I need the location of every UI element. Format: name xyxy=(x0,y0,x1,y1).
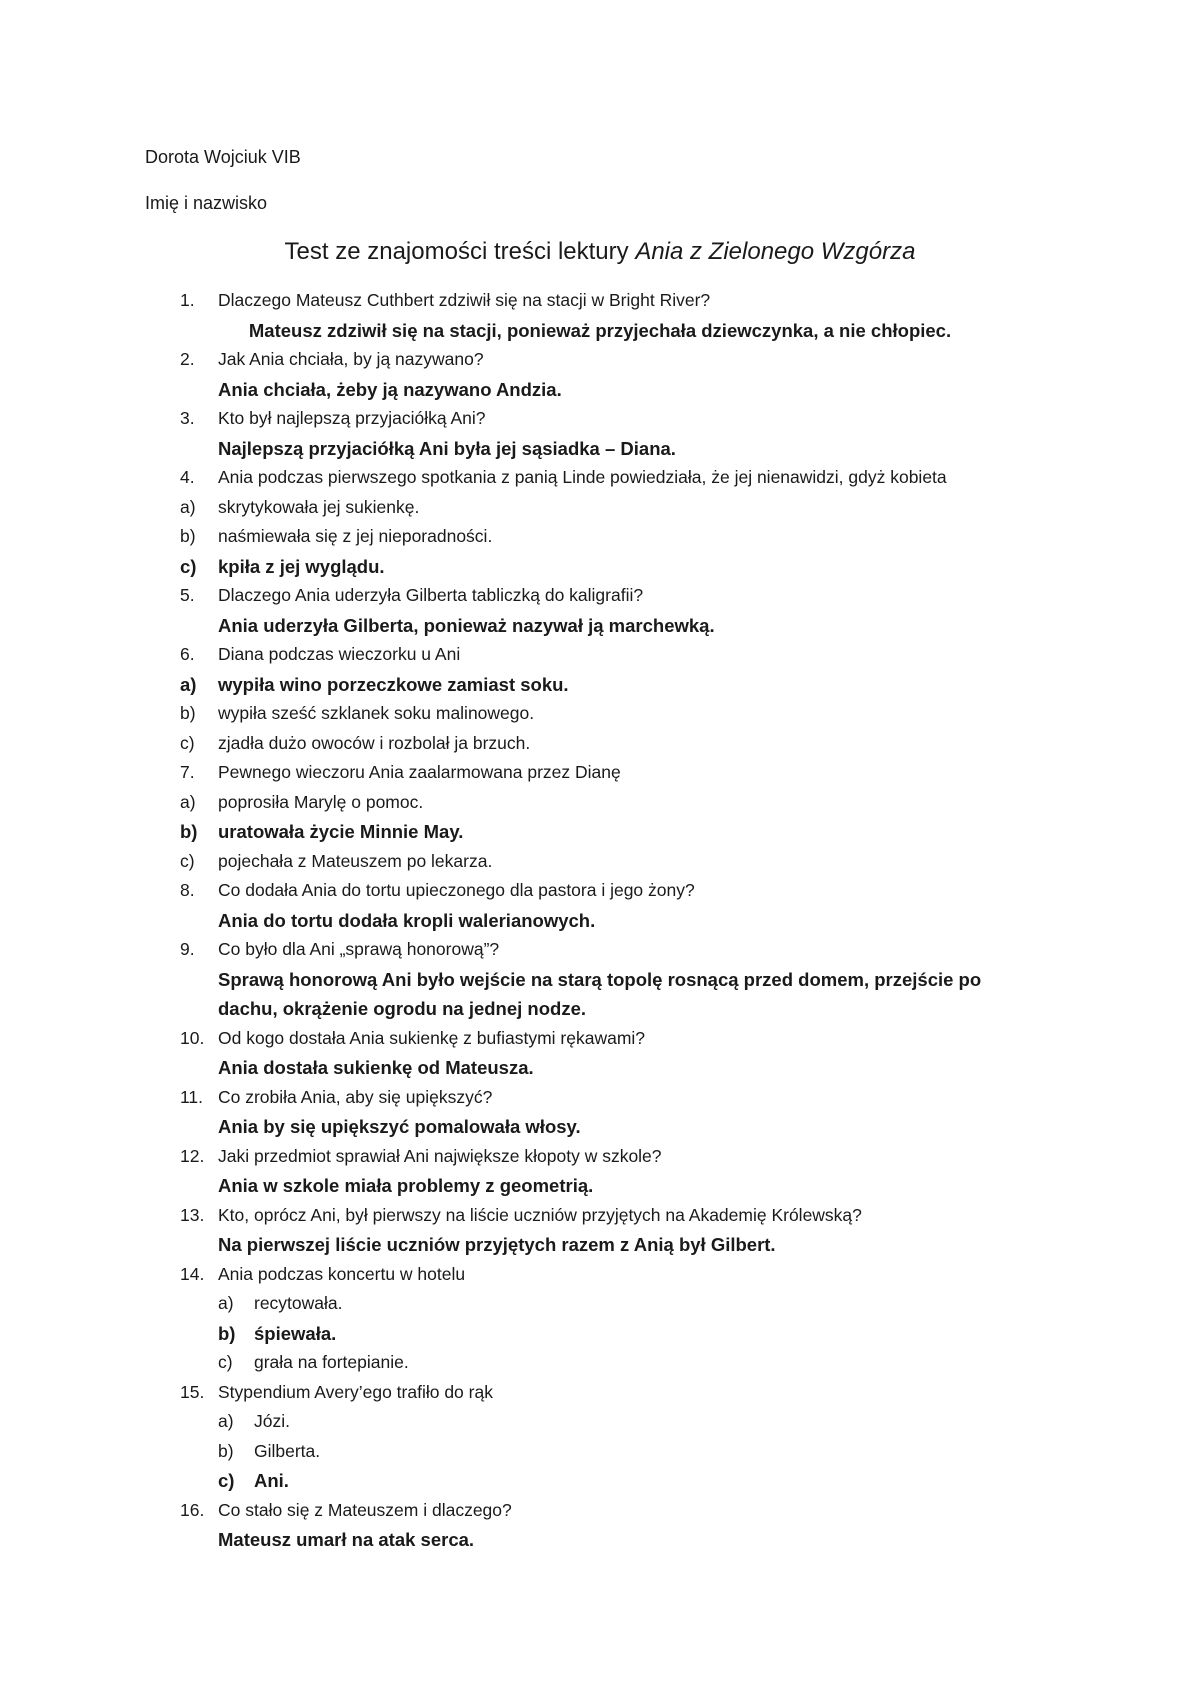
item-number: 1. xyxy=(180,290,195,310)
item-text: Kto, oprócz Ani, był pierwszy na liście uczniów przyjętych na Akademię Królewską? xyxy=(218,1204,862,1225)
question-line xyxy=(0,1496,1200,1526)
question-line xyxy=(0,581,1200,611)
item-number: 16. xyxy=(180,1499,205,1520)
answer-line xyxy=(0,434,1200,464)
item-text: Ania w szkole miała problemy z geometrią. xyxy=(218,1175,594,1196)
item-text: Dlaczego Ania uderzyła Gilberta tabliczką do kaligrafii? xyxy=(218,585,644,605)
question-line xyxy=(0,1260,1200,1290)
option-line xyxy=(0,1289,1200,1319)
item-number: b) xyxy=(180,821,198,842)
page-title xyxy=(0,238,1200,266)
question-line xyxy=(0,1378,1200,1408)
answer-line xyxy=(0,1112,1200,1142)
question-line xyxy=(0,640,1200,670)
item-text: Na pierwszej liście uczniów przyjętych razem z Anią był Gilbert. xyxy=(218,1234,776,1255)
item-number: 11. xyxy=(180,1086,204,1107)
item-number: 15. xyxy=(180,1381,205,1402)
answer-line xyxy=(0,1171,1200,1201)
option-line-selected xyxy=(0,552,1200,582)
item-text: Sprawą honorową Ani było wejście na starą topolę rosnącą przed domem, przejście po xyxy=(218,968,982,990)
item-number: 7. xyxy=(180,762,195,782)
option-line xyxy=(0,522,1200,552)
item-text: Ania podczas koncertu w hotelu xyxy=(218,1263,466,1284)
item-text: naśmiewała się z jej nieporadności. xyxy=(218,526,493,546)
item-text: Jaki przedmiot sprawiał Ani największe kłopoty w szkole? xyxy=(218,1145,662,1166)
item-number: 10. xyxy=(180,1027,205,1048)
item-text: Pewnego wieczoru Ania zaalarmowana przez Dianę xyxy=(218,762,621,782)
item-number: 6. xyxy=(180,644,195,664)
item-text: recytowała. xyxy=(254,1293,343,1313)
item-number: c) xyxy=(180,555,197,577)
question-line xyxy=(0,1142,1200,1172)
item-text: śpiewała. xyxy=(254,1322,337,1344)
item-text: kpiła z jej wyglądu. xyxy=(218,555,385,577)
item-number: a) xyxy=(180,673,197,695)
item-text: dachu, okrążenie ogrodu na jednej nodze. xyxy=(218,998,586,1019)
option-line xyxy=(0,729,1200,759)
item-text: Mateusz zdziwił się na stacji, ponieważ przyjechała dziewczynka, a nie chłopiec. xyxy=(248,319,952,341)
answer-line xyxy=(0,906,1200,936)
item-text: uratowała życie Minnie May. xyxy=(218,821,464,842)
item-text: Co zrobiła Ania, aby się upiększyć? xyxy=(218,1086,493,1107)
question-line xyxy=(0,1083,1200,1113)
answer-line xyxy=(0,1525,1200,1555)
option-line xyxy=(0,1407,1200,1437)
question-line xyxy=(0,345,1200,375)
item-text: Dlaczego Mateusz Cuthbert zdziwił się na stacji w Bright River? xyxy=(218,290,711,310)
item-text: Ania uderzyła Gilberta, ponieważ nazywał ją marchewką. xyxy=(218,614,715,636)
item-text: Co dodała Ania do tortu upieczonego dla pastora i jego żony? xyxy=(218,880,695,900)
option-line xyxy=(0,1437,1200,1467)
option-line-selected xyxy=(0,670,1200,700)
item-number: 3. xyxy=(180,408,195,428)
item-text: grała na fortepianie. xyxy=(254,1352,409,1372)
option-line xyxy=(0,847,1200,877)
title-book: Ania z Zielonego Wzgórza xyxy=(635,238,916,265)
item-number: 8. xyxy=(180,880,195,900)
question-line xyxy=(0,876,1200,906)
item-number: 9. xyxy=(180,939,195,959)
answer-line xyxy=(0,375,1200,405)
question-line xyxy=(0,286,1200,316)
item-number: 14. xyxy=(180,1263,205,1284)
author-line: Dorota Wojciuk VIB xyxy=(145,147,301,167)
item-number: a) xyxy=(180,496,196,517)
item-text: Co było dla Ani „sprawą honorową”? xyxy=(218,939,500,959)
item-number: b) xyxy=(180,526,196,546)
option-line-selected xyxy=(0,817,1200,847)
answer-line xyxy=(0,316,1200,346)
option-line xyxy=(0,1348,1200,1378)
item-number: a) xyxy=(218,1411,234,1431)
option-line xyxy=(0,699,1200,729)
option-line xyxy=(0,493,1200,523)
name-field-label: Imię i nazwisko xyxy=(145,193,268,213)
item-text: poprosiła Marylę o pomoc. xyxy=(218,791,424,812)
question-line xyxy=(0,935,1200,965)
item-number: a) xyxy=(180,791,196,812)
item-text: Ania dostała sukienkę od Mateusza. xyxy=(218,1057,534,1078)
item-text: Co stało się z Mateuszem i dlaczego? xyxy=(218,1499,512,1520)
title-prefix: Test ze znajomości treści lektury xyxy=(284,238,636,265)
question-line xyxy=(0,1201,1200,1231)
answer-line xyxy=(0,965,1200,995)
item-number: c) xyxy=(218,1352,233,1372)
option-line xyxy=(0,788,1200,818)
answer-line xyxy=(0,994,1200,1024)
item-text: Józi. xyxy=(254,1411,290,1431)
item-number: a) xyxy=(218,1293,234,1313)
item-number: 4. xyxy=(180,467,195,487)
item-text: Od kogo dostała Ania sukienkę z bufiastymi rękawami? xyxy=(218,1027,646,1048)
question-line xyxy=(0,1024,1200,1054)
answer-line xyxy=(0,1230,1200,1260)
item-text: pojechała z Mateuszem po lekarza. xyxy=(218,850,493,871)
item-text: zjadła dużo owoców i rozbolał ja brzuch. xyxy=(218,732,531,753)
answer-line xyxy=(0,1053,1200,1083)
item-text: Ania by się upiększyć pomalowała włosy. xyxy=(218,1116,581,1137)
item-number: 2. xyxy=(180,349,195,369)
item-number: b) xyxy=(218,1440,234,1461)
item-number: c) xyxy=(180,850,195,871)
item-number: b) xyxy=(180,703,196,723)
item-number: 13. xyxy=(180,1204,205,1225)
item-text: Jak Ania chciała, by ją nazywano? xyxy=(218,349,484,369)
item-text: Ania do tortu dodała kropli walerianowych. xyxy=(218,909,596,931)
item-text: Stypendium Avery’ego trafiło do rąk xyxy=(218,1381,493,1402)
item-number: 5. xyxy=(180,585,195,605)
item-text: wypiła sześć szklanek soku malinowego. xyxy=(218,703,535,723)
item-number: 12. xyxy=(180,1145,205,1166)
item-number: c) xyxy=(218,1470,235,1491)
item-text: Najlepszą przyjaciółką Ani była jej sąsiadka – Diana. xyxy=(218,437,676,459)
option-line-selected xyxy=(0,1466,1200,1496)
item-text: wypiła wino porzeczkowe zamiast soku. xyxy=(218,673,569,695)
item-number: c) xyxy=(180,732,195,753)
question-line xyxy=(0,758,1200,788)
item-text: Mateusz umarł na atak serca. xyxy=(218,1529,475,1550)
item-text: Diana podczas wieczorku u Ani xyxy=(218,644,461,664)
question-line xyxy=(0,404,1200,434)
item-number: b) xyxy=(218,1322,236,1344)
item-text: Ani. xyxy=(254,1470,289,1491)
item-text: skrytykowała jej sukienkę. xyxy=(218,496,420,517)
question-line xyxy=(0,463,1200,493)
test-content xyxy=(0,286,1200,1555)
option-line-selected xyxy=(0,1319,1200,1349)
item-text: Kto był najlepszą przyjaciółką Ani? xyxy=(218,408,486,428)
item-text: Gilberta. xyxy=(254,1440,321,1461)
item-text: Ania podczas pierwszego spotkania z panią Linde powiedziała, że jej nienawidzi, gdyż kobieta xyxy=(218,467,947,487)
answer-line xyxy=(0,611,1200,641)
item-text: Ania chciała, żeby ją nazywano Andzia. xyxy=(218,378,562,400)
